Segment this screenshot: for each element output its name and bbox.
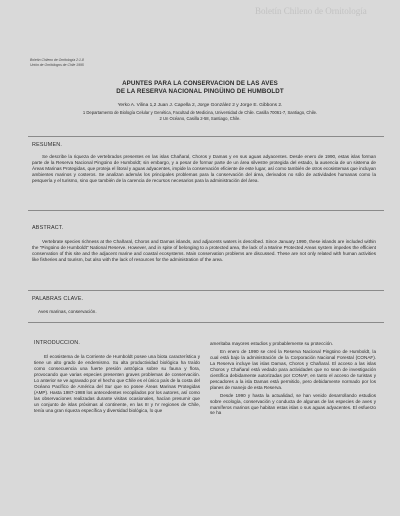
divider-keywords [28,322,384,323]
masthead-line-1: Boletín Chileno de Ornitología 2:1-8 [30,58,84,62]
abstract-text: Vertebrate species richness at the Chañaral, Choros and Damas islands, and adjacents waters is described. Since January 1990, these islands are included within the "Pingüino de Humboldt" National Reserve. However, and in spite of belonging to a protected area, the lack of a Marine Protected Areas system impedes the efficient conservation of this site and the adjacent marine and coastal ecosystems. Main conservation problems are discussed. These are not only related with human activities like fisheries and tourism, but also with the lack of resources for the administration of the area. [32,239,376,262]
intro-right-paragraph-1: En enero de 1990 se creó la Reserva Nacional Pingüino de Humboldt, la cual está bajo la administración de la Corporación Nacional Forestal (CONAF). La Reserva incluye las islas Damas, Choros y Chañaral. El acceso a las islas Choros y Chañaral está vedado para actividades que no sean de investigación científica debidamente autorizadas por CONAF, en tanto el acceso de turistas y pescadores a la isla Damas está permitido, pero debidamente normado por los planes de manejo de esta Reserva. [210,348,376,390]
author-list: Yerko A. Vilina 1,2 Juan J. Capella 2, Jorge González 2 y Jorge E. Gibbons 2. [117,103,283,108]
divider-top [28,136,384,137]
affiliation-line-1: 1 Departamento de Biología Celular y Genética, Facultad de Medicina, Universidad de Chile. Casilla 70061-7, Santiago, Chile. [82,110,318,115]
affiliation-line-2: 2 Un Océano, Casilla 2-58, Santiago, Chile. [159,115,241,121]
intro-right-paragraph-2: Desde 1990 y hasta la actualidad, se han venido desarrollando estudios sobre ecología, conservación y conducta de algunas de las especies de aves y mamíferos marinos que habitan estas islas o sus aguas adyacentes. El esfuerzo se ha [210,392,376,416]
faded-journal-header: Boletín Chileno de Ornitología [255,6,367,16]
intro-left-paragraph: El ecosistema de la Corriente de Humboldt posee una biota característica y tiene un alto grado de endemismo. Su alta productividad biológica ha traído como consecuencia una fuerte presión antrópica sobre su fauna y flora, provocando que varias especies presenten graves problemas de conservación. Lo anterior se ve agravado por el hecho que Chile es el único país de la costa del Océano Pacífico de América del Sur que no posee Áreas Marinas Protegidas (AMP). Hasta 1987-1988 los antecedentes recopilados por los autores, así como las observaciones realizadas durante visitas ocasionales, hacían presumir que un conjunto de islas próximas al continente, en las III y IV regiones de Chile, tenía una gran riqueza específica y diversidad biológica, lo que [34,353,200,413]
intro-left-column [34,341,200,415]
masthead-line-2: Unión de Ornitólogos de Chile 1995 [30,62,84,67]
keywords-text: Aves marinas, conservación. [38,309,97,314]
keywords-heading: PALABRAS CLAVE. [32,296,84,302]
intro-right-column [210,341,376,418]
journal-masthead [30,58,84,67]
divider-abstract [28,290,384,291]
intro-right-continuation: ameritaba mayores estudios y probablemente su protección. [210,341,334,346]
resumen-text: Se describe la riqueza de vertebrados presentes en las islas Chañaral, Choros y Damas y en sus aguas adyacentes. Desde enero de 1990, estas islas forman parte de la Reserva Nacional Pingüino de Humboldt; sin embargo, y a pesar de formar parte de un área silvestre protegida del estado, la ausencia de un sistema de Áreas Marinas Protegidas, que proteja el litoral y aguas adyacentes, impide la conservación eficiente de este lugar, así como también de otros ecosistemas que incluyan ambientes marinos y costeros. Se analizan además los principales problemas para la conservación del área, derivados no sólo de actividades humanas como la pesquería y el turismo, sino que también de la carencia de recursos necesarios para la administración del área. [32,154,376,183]
title-line-1: APUNTES PARA LA CONSERVACION DE LAS AVES [122,80,278,87]
title-line-2: DE LA RESERVA NACIONAL PINGÜINO DE HUMBOLDT [116,88,284,95]
intro-heading: INTRODUCCION. [34,340,81,346]
abstract-heading: ABSTRACT. [32,225,64,231]
affiliations [0,110,400,121]
divider-resumen [28,210,384,211]
resumen-heading: RESUMEN. [32,142,63,148]
paper-title [0,80,400,96]
